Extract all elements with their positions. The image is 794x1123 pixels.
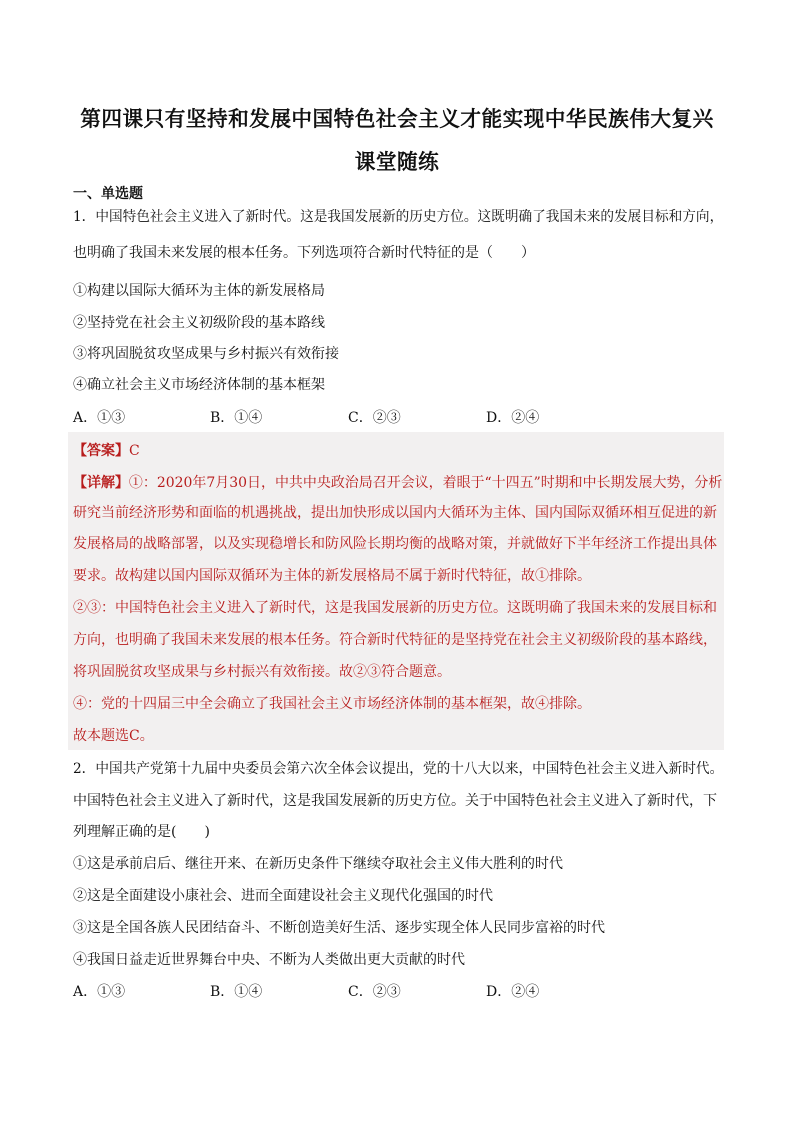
q1-detail-line-3: 发展格局的战略部署，以及实现稳增长和防风险长期均衡的战略对策，并就做好下半年经济工作提出具体	[73, 536, 717, 552]
q1-detail-line-2: 研究当前经济形势和面临的机遇挑战，提出加快形成以国内大循环为主体、国内国际双循环相互促进的新	[73, 505, 717, 521]
q2-option-d: D．②④	[486, 984, 540, 1000]
q1-option-a: A．①③	[73, 410, 126, 426]
q1-option-c: C．②③	[348, 410, 401, 426]
q1-item-3: ③将巩固脱贫攻坚成果与乡村振兴有效衔接	[73, 346, 339, 362]
q1-item-1: ①构建以国际大循环为主体的新发展格局	[73, 283, 325, 299]
q1-conclusion: 故本题选C。	[73, 728, 154, 744]
q2-item-4: ④我国日益走近世界舞台中央、不断为人类做出更大贡献的时代	[73, 952, 465, 968]
detail-tag: 【详解】	[73, 475, 129, 491]
q2-item-2: ②这是全面建设小康社会、进而全面建设社会主义现代化强国的时代	[73, 888, 493, 904]
answer-value: C	[129, 443, 140, 459]
q2-option-a: A．①③	[73, 984, 126, 1000]
q1-stem-line-2: 也明确了我国未来发展的根本任务。下列选项符合新时代特征的是（ ）	[73, 245, 535, 261]
detail-text-1: ①：2020年7月30日，中共中央政治局召开会议，着眼于“十四五”时期和中长期发展大势，分析	[128, 475, 723, 491]
q1-detail-line-7: 将巩固脱贫攻坚成果与乡村振兴有效衔接。故②③符合题意。	[73, 664, 451, 680]
q2-item-1: ①这是承前启后、继往开来、在新历史条件下继续夺取社会主义伟大胜利的时代	[73, 856, 563, 872]
q1-detail-line-8: ④：党的十四届三中全会确立了我国社会主义市场经济体制的基本框架，故④排除。	[73, 696, 591, 712]
q1-detail-line-6: 方向，也明确了我国未来发展的根本任务。符合新时代特征的是坚持党在社会主义初级阶段的基本路线，	[73, 632, 717, 648]
page-title: 第四课只有坚持和发展中国特色社会主义才能实现中华民族伟大复兴	[80, 107, 714, 131]
section-heading: 一、单选题	[73, 186, 143, 202]
q2-item-3: ③这是全国各族人民团结奋斗、不断创造美好生活、逐步实现全体人民同步富裕的时代	[73, 920, 605, 936]
q2-stem-line-1: 2．中国共产党第十九届中央委员会第六次全体会议提出，党的十八大以来，中国特色社会主义进入新时代。	[73, 761, 724, 777]
q1-stem-line-1: 1．中国特色社会主义进入了新时代。这是我国发展新的历史方位。这既明确了我国未来的发展目标和方向，	[73, 209, 724, 225]
q1-option-b: B．①④	[210, 410, 263, 426]
q2-stem-line-3: 列理解正确的是( )	[73, 824, 210, 840]
q1-answer-line	[73, 441, 140, 461]
q2-option-c: C．②③	[348, 984, 401, 1000]
answer-tag: 【答案】	[73, 443, 129, 459]
q1-detail-line-5: ②③：中国特色社会主义进入了新时代，这是我国发展新的历史方位。这既明确了我国未来的发展目标和	[73, 600, 717, 616]
q1-option-d: D．②④	[486, 410, 540, 426]
q1-item-2: ②坚持党在社会主义初级阶段的基本路线	[73, 315, 325, 331]
q1-item-4: ④确立社会主义市场经济体制的基本框架	[73, 377, 325, 393]
page-subtitle: 课堂随练	[354, 150, 440, 174]
q2-stem-line-2: 中国特色社会主义进入了新时代，这是我国发展新的历史方位。关于中国特色社会主义进入了新时代，下	[73, 793, 717, 809]
q1-detail-line-1	[73, 473, 722, 493]
q2-option-b: B．①④	[210, 984, 263, 1000]
q1-detail-line-4: 要求。故构建以国内国际双循环为主体的新发展格局不属于新时代特征，故①排除。	[73, 568, 591, 584]
